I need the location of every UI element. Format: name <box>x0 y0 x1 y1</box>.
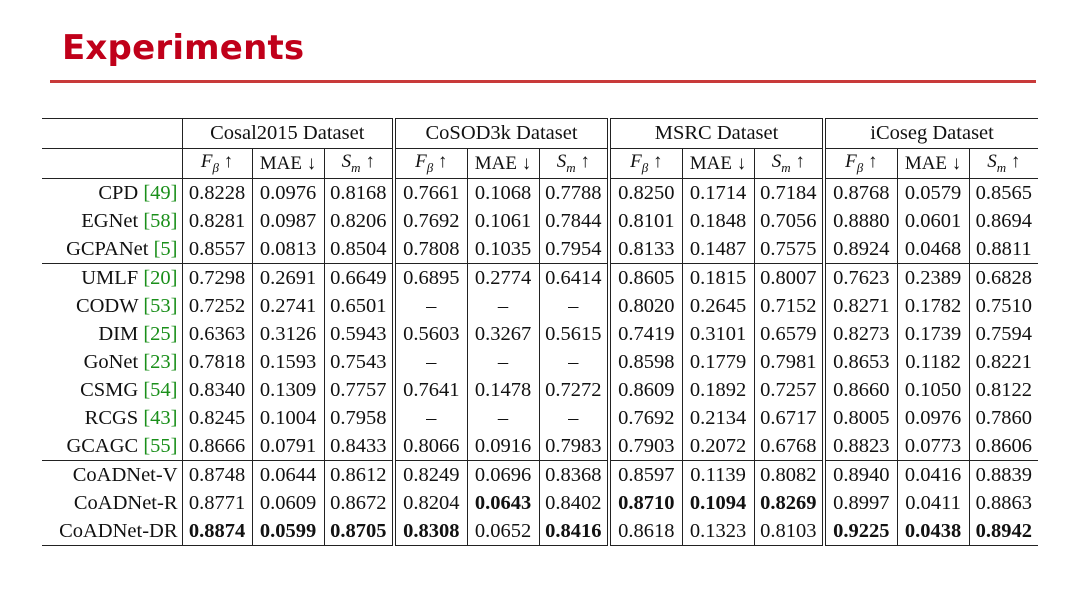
metric-value-cell: 0.8206 <box>324 207 394 235</box>
metric-value-cell: 0.8605 <box>609 264 682 293</box>
dataset-header-msrc: MSRC Dataset <box>609 119 824 149</box>
metric-value-cell: 0.7298 <box>182 264 252 293</box>
metric-value-cell: 0.8618 <box>609 517 682 546</box>
metric-value-cell: 0.2134 <box>682 404 754 432</box>
metric-header-fbeta: $F_\beta$ ↑ <box>182 149 252 179</box>
metric-value-cell: 0.0916 <box>467 432 539 461</box>
metric-value-cell: 0.7272 <box>539 376 609 404</box>
metric-header-mae: MAE ↓ <box>682 149 754 179</box>
citation-link[interactable]: [23] <box>143 350 178 373</box>
citation-link[interactable]: [55] <box>143 434 178 457</box>
table-row <box>42 292 1038 320</box>
method-name: EGNet <box>81 209 139 232</box>
metric-header-sm: $S_m$ ↑ <box>539 149 609 179</box>
dataset-header-row <box>42 119 1038 149</box>
results-table-body <box>42 179 1038 546</box>
metric-value-cell: – <box>394 404 467 432</box>
metric-value-cell: 0.8020 <box>609 292 682 320</box>
metric-value-cell: 0.7860 <box>969 404 1038 432</box>
metric-header-mae: MAE ↓ <box>252 149 324 179</box>
table-row <box>42 235 1038 264</box>
metric-value-cell: 0.5615 <box>539 320 609 348</box>
metric-value-cell: 0.0773 <box>897 432 969 461</box>
metric-value-cell: 0.8880 <box>824 207 897 235</box>
metric-value-cell: 0.1779 <box>682 348 754 376</box>
metric-value-cell: 0.7983 <box>539 432 609 461</box>
method-header <box>42 119 182 149</box>
metric-value-cell: 0.1815 <box>682 264 754 293</box>
metric-value-cell: 0.8924 <box>824 235 897 264</box>
metric-value-cell: 0.8606 <box>969 432 1038 461</box>
results-table <box>42 118 1038 546</box>
metric-value-cell: 0.8863 <box>969 489 1038 517</box>
method-name-cell <box>42 179 182 208</box>
metric-value-cell: 0.1478 <box>467 376 539 404</box>
metric-value-cell: 0.7692 <box>609 404 682 432</box>
metric-value-cell: 0.3126 <box>252 320 324 348</box>
metric-value-cell: 0.8273 <box>824 320 897 348</box>
metric-value-cell: – <box>539 348 609 376</box>
metric-value-cell: 0.0976 <box>897 404 969 432</box>
metric-value-cell: 0.0579 <box>897 179 969 208</box>
metric-value-cell: 0.8823 <box>824 432 897 461</box>
page-title: Experiments <box>62 28 305 68</box>
metric-value-cell: 0.8005 <box>824 404 897 432</box>
metric-value-cell: 0.1892 <box>682 376 754 404</box>
metric-value-cell: 0.7757 <box>324 376 394 404</box>
metric-value-cell: 0.6579 <box>754 320 824 348</box>
metric-value-cell: 0.8839 <box>969 461 1038 490</box>
metric-value-cell: 0.8082 <box>754 461 824 490</box>
metric-value-cell: 0.1714 <box>682 179 754 208</box>
metric-value-cell: 0.8168 <box>324 179 394 208</box>
metric-value-cell: 0.8940 <box>824 461 897 490</box>
metric-value-cell: 0.5603 <box>394 320 467 348</box>
metric-value-cell: 0.9225 <box>824 517 897 546</box>
metric-value-cell: 0.8874 <box>182 517 252 546</box>
table-row <box>42 376 1038 404</box>
method-name-cell <box>42 517 182 546</box>
metric-value-cell: 0.1593 <box>252 348 324 376</box>
metric-value-cell: 0.8416 <box>539 517 609 546</box>
metric-header-mae: MAE ↓ <box>467 149 539 179</box>
metric-value-cell: 0.8271 <box>824 292 897 320</box>
metric-value-cell: 0.6717 <box>754 404 824 432</box>
metric-value-cell: 0.7594 <box>969 320 1038 348</box>
metric-value-cell: 0.1739 <box>897 320 969 348</box>
metric-value-cell: 0.1050 <box>897 376 969 404</box>
method-name-cell <box>42 235 182 264</box>
metric-value-cell: 0.8133 <box>609 235 682 264</box>
metric-value-cell: 0.8997 <box>824 489 897 517</box>
metric-value-cell: 0.2389 <box>897 264 969 293</box>
metric-header-sm: $S_m$ ↑ <box>754 149 824 179</box>
metric-value-cell: 0.1068 <box>467 179 539 208</box>
metric-value-cell: 0.7808 <box>394 235 467 264</box>
metric-header-fbeta: $F_\beta$ ↑ <box>394 149 467 179</box>
metric-value-cell: 0.8609 <box>609 376 682 404</box>
method-name-cell <box>42 404 182 432</box>
metric-value-cell: – <box>539 292 609 320</box>
method-name-cell <box>42 432 182 461</box>
metric-value-cell: 0.7510 <box>969 292 1038 320</box>
metric-header-fbeta: $F_\beta$ ↑ <box>609 149 682 179</box>
metric-value-cell: 0.2645 <box>682 292 754 320</box>
metric-value-cell: 0.7641 <box>394 376 467 404</box>
method-subheader <box>42 149 182 179</box>
method-name: GCAGC <box>66 434 139 457</box>
metric-value-cell: 0.8250 <box>609 179 682 208</box>
method-name: CoADNet-DR <box>59 519 178 542</box>
metric-value-cell: 0.8672 <box>324 489 394 517</box>
metric-value-cell: – <box>539 404 609 432</box>
metric-value-cell: 0.0652 <box>467 517 539 546</box>
metric-value-cell: 0.1004 <box>252 404 324 432</box>
metric-value-cell: 0.7981 <box>754 348 824 376</box>
method-name: RCGS <box>84 406 139 429</box>
metric-value-cell: 0.8504 <box>324 235 394 264</box>
metric-value-cell: 0.8653 <box>824 348 897 376</box>
metric-value-cell: 0.8768 <box>824 179 897 208</box>
method-name: GoNet <box>83 350 139 373</box>
metric-value-cell: 0.8308 <box>394 517 467 546</box>
metric-value-cell: 0.0643 <box>467 489 539 517</box>
table-row <box>42 489 1038 517</box>
metric-value-cell: 0.6363 <box>182 320 252 348</box>
metric-value-cell: 0.8269 <box>754 489 824 517</box>
metric-value-cell: 0.7184 <box>754 179 824 208</box>
metric-value-cell: 0.8660 <box>824 376 897 404</box>
metric-value-cell: 0.0416 <box>897 461 969 490</box>
metric-value-cell: 0.7844 <box>539 207 609 235</box>
metric-value-cell: 0.1323 <box>682 517 754 546</box>
metric-value-cell: 0.0438 <box>897 517 969 546</box>
metric-value-cell: 0.8249 <box>394 461 467 490</box>
method-name: CODW <box>75 294 139 317</box>
metric-value-cell: 0.0696 <box>467 461 539 490</box>
method-name-cell <box>42 320 182 348</box>
method-name: CPD <box>98 181 139 204</box>
metric-value-cell: 0.2774 <box>467 264 539 293</box>
metric-value-cell: 0.0644 <box>252 461 324 490</box>
metric-value-cell: 0.6501 <box>324 292 394 320</box>
metric-value-cell: – <box>394 292 467 320</box>
metric-value-cell: 0.6768 <box>754 432 824 461</box>
metric-value-cell: 0.5943 <box>324 320 394 348</box>
metric-value-cell: 0.0411 <box>897 489 969 517</box>
method-name-cell <box>42 489 182 517</box>
method-name: UMLF <box>81 266 139 289</box>
metric-value-cell: 0.0599 <box>252 517 324 546</box>
metric-value-cell: 0.8103 <box>754 517 824 546</box>
metric-value-cell: 0.8597 <box>609 461 682 490</box>
method-name-cell <box>42 348 182 376</box>
dataset-header-cosal2015: Cosal2015 Dataset <box>182 119 394 149</box>
metric-value-cell: 0.7419 <box>609 320 682 348</box>
metric-value-cell: 0.2741 <box>252 292 324 320</box>
metric-value-cell: 0.8598 <box>609 348 682 376</box>
metric-value-cell: 0.6649 <box>324 264 394 293</box>
method-name-cell <box>42 461 182 490</box>
metric-value-cell: 0.7958 <box>324 404 394 432</box>
method-name: CSMG <box>80 378 139 401</box>
metric-value-cell: 0.8565 <box>969 179 1038 208</box>
metric-header-sm: $S_m$ ↑ <box>969 149 1038 179</box>
metric-value-cell: 0.7818 <box>182 348 252 376</box>
metric-value-cell: 0.7575 <box>754 235 824 264</box>
table-row <box>42 320 1038 348</box>
table-row <box>42 264 1038 293</box>
metric-header-sm: $S_m$ ↑ <box>324 149 394 179</box>
metric-value-cell: 0.1182 <box>897 348 969 376</box>
metric-value-cell: 0.7692 <box>394 207 467 235</box>
method-name: GCPANet <box>66 237 149 260</box>
metric-value-cell: 0.8101 <box>609 207 682 235</box>
metric-value-cell: 0.8771 <box>182 489 252 517</box>
table-row <box>42 432 1038 461</box>
metric-value-cell: 0.7954 <box>539 235 609 264</box>
dataset-header-cosod3k: CoSOD3k Dataset <box>394 119 609 149</box>
metric-value-cell: 0.2072 <box>682 432 754 461</box>
citation-link[interactable]: [53] <box>143 294 178 317</box>
metric-value-cell: 0.1309 <box>252 376 324 404</box>
metric-header-row <box>42 149 1038 179</box>
metric-value-cell: 0.1035 <box>467 235 539 264</box>
citation-link[interactable]: [43] <box>143 406 178 429</box>
metric-value-cell: 0.1848 <box>682 207 754 235</box>
metric-value-cell: 0.8007 <box>754 264 824 293</box>
metric-value-cell: – <box>394 348 467 376</box>
metric-value-cell: 0.8402 <box>539 489 609 517</box>
metric-value-cell: 0.8557 <box>182 235 252 264</box>
method-name-cell <box>42 264 182 293</box>
metric-value-cell: 0.0468 <box>897 235 969 264</box>
citation-link[interactable]: [5] <box>153 237 178 260</box>
metric-value-cell: 0.7152 <box>754 292 824 320</box>
metric-value-cell: 0.8221 <box>969 348 1038 376</box>
metric-value-cell: 0.0791 <box>252 432 324 461</box>
metric-value-cell: 0.7257 <box>754 376 824 404</box>
metric-value-cell: 0.7543 <box>324 348 394 376</box>
citation-link[interactable]: [58] <box>143 209 178 232</box>
metric-value-cell: 0.7661 <box>394 179 467 208</box>
metric-value-cell: 0.8368 <box>539 461 609 490</box>
table-row <box>42 348 1038 376</box>
dataset-header-icoseg: iCoseg Dataset <box>824 119 1038 149</box>
metric-value-cell: 0.8281 <box>182 207 252 235</box>
metric-value-cell: 0.0987 <box>252 207 324 235</box>
metric-value-cell: 0.8942 <box>969 517 1038 546</box>
metric-value-cell: 0.8666 <box>182 432 252 461</box>
metric-value-cell: 0.1061 <box>467 207 539 235</box>
metric-value-cell: 0.7056 <box>754 207 824 235</box>
metric-value-cell: 0.8245 <box>182 404 252 432</box>
method-name-cell <box>42 292 182 320</box>
metric-value-cell: – <box>467 404 539 432</box>
metric-value-cell: 0.0609 <box>252 489 324 517</box>
metric-value-cell: 0.8066 <box>394 432 467 461</box>
table-row <box>42 461 1038 490</box>
metric-value-cell: 0.8433 <box>324 432 394 461</box>
method-name-cell <box>42 207 182 235</box>
metric-value-cell: 0.0601 <box>897 207 969 235</box>
metric-value-cell: 0.8122 <box>969 376 1038 404</box>
metric-value-cell: 0.8748 <box>182 461 252 490</box>
metric-value-cell: 0.2691 <box>252 264 324 293</box>
citation-link[interactable]: [20] <box>143 266 178 289</box>
citation-link[interactable]: [49] <box>143 181 178 204</box>
table-row <box>42 207 1038 235</box>
metric-value-cell: 0.0813 <box>252 235 324 264</box>
metric-value-cell: 0.8710 <box>609 489 682 517</box>
metric-header-fbeta: $F_\beta$ ↑ <box>824 149 897 179</box>
table-row <box>42 179 1038 208</box>
table-row <box>42 517 1038 546</box>
metric-header-mae: MAE ↓ <box>897 149 969 179</box>
metric-value-cell: 0.7903 <box>609 432 682 461</box>
metric-value-cell: 0.7252 <box>182 292 252 320</box>
metric-value-cell: 0.8694 <box>969 207 1038 235</box>
metric-value-cell: 0.7788 <box>539 179 609 208</box>
metric-value-cell: 0.8204 <box>394 489 467 517</box>
metric-value-cell: 0.1782 <box>897 292 969 320</box>
metric-value-cell: 0.6414 <box>539 264 609 293</box>
method-name: CoADNet-V <box>72 463 178 486</box>
metric-value-cell: 0.3267 <box>467 320 539 348</box>
metric-value-cell: 0.8705 <box>324 517 394 546</box>
title-divider <box>50 80 1036 83</box>
method-name-cell <box>42 376 182 404</box>
metric-value-cell: 0.6895 <box>394 264 467 293</box>
table-row <box>42 404 1038 432</box>
metric-value-cell: – <box>467 292 539 320</box>
metric-value-cell: – <box>467 348 539 376</box>
metric-value-cell: 0.0976 <box>252 179 324 208</box>
citation-link[interactable]: [54] <box>143 378 178 401</box>
metric-value-cell: 0.7623 <box>824 264 897 293</box>
metric-value-cell: 0.1139 <box>682 461 754 490</box>
method-name: DIM <box>98 322 139 345</box>
metric-value-cell: 0.1487 <box>682 235 754 264</box>
citation-link[interactable]: [25] <box>143 322 178 345</box>
metric-value-cell: 0.6828 <box>969 264 1038 293</box>
results-table-container <box>42 118 1038 546</box>
metric-value-cell: 0.3101 <box>682 320 754 348</box>
metric-value-cell: 0.8612 <box>324 461 394 490</box>
metric-value-cell: 0.8228 <box>182 179 252 208</box>
metric-value-cell: 0.1094 <box>682 489 754 517</box>
metric-value-cell: 0.8811 <box>969 235 1038 264</box>
metric-value-cell: 0.8340 <box>182 376 252 404</box>
method-name: CoADNet-R <box>73 491 178 514</box>
